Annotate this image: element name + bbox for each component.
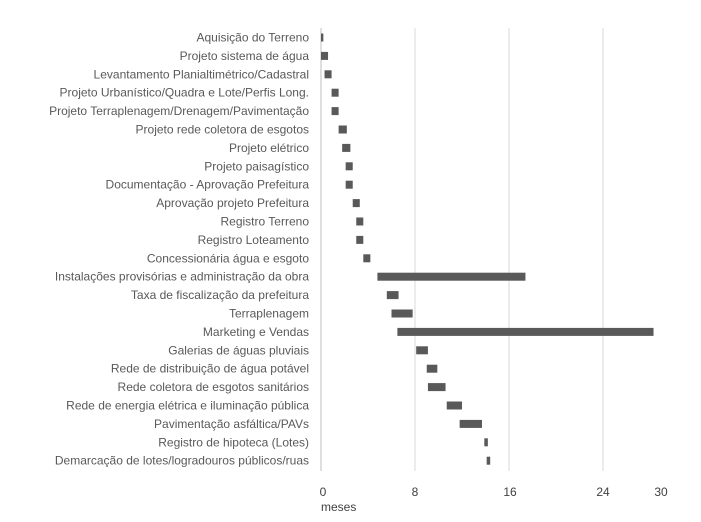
- bar-23: [487, 457, 491, 465]
- category-label-12: Concessionária água e esgoto: [146, 251, 309, 266]
- bar-17: [416, 346, 428, 354]
- bar-18: [427, 365, 438, 373]
- category-label-18: Rede de distribuição de água potável: [110, 361, 309, 376]
- x-tick-label-8: 8: [411, 485, 419, 499]
- category-label-4: Projeto Terraplenagem/Drenagem/Pavimentação: [49, 104, 309, 119]
- category-label-11: Registro Loteamento: [197, 232, 309, 247]
- bar-3: [332, 89, 339, 97]
- category-label-2: Levantamento Planialtimétrico/Cadastral: [93, 67, 309, 82]
- category-label-16: Marketing e Vendas: [202, 324, 309, 339]
- x-axis-title: meses: [321, 500, 357, 514]
- category-label-23: Demarcação de lotes/logradouros públicos/ruas: [54, 453, 309, 468]
- bar-16: [397, 328, 653, 336]
- bar-6: [342, 144, 350, 152]
- bar-4: [332, 107, 339, 115]
- category-label-17: Galerias de águas pluviais: [168, 343, 309, 358]
- category-label-7: Projeto paisagístico: [204, 159, 309, 174]
- bar-19: [428, 383, 446, 391]
- category-label-13: Instalações provisórias e administração da obra: [54, 269, 309, 284]
- category-label-10: Registro Terreno: [220, 214, 309, 229]
- x-tick-label-30: 30: [654, 485, 668, 499]
- bar-15: [392, 310, 413, 318]
- category-labels: [49, 31, 309, 468]
- category-label-19: Rede coletora de esgotos sanitários: [117, 380, 309, 395]
- bar-11: [356, 236, 363, 244]
- category-label-1: Projeto sistema de água: [179, 48, 309, 63]
- category-label-15: Terraplenagem: [228, 306, 309, 321]
- bar-9: [353, 199, 360, 207]
- bar-7: [346, 162, 353, 170]
- x-tick-label-16: 16: [503, 485, 517, 499]
- bar-21: [460, 420, 482, 428]
- bar-0: [321, 34, 323, 42]
- gridlines: [415, 28, 603, 471]
- category-label-8: Documentação - Aprovação Prefeitura: [105, 177, 309, 192]
- category-label-14: Taxa de fiscalização da prefeitura: [130, 288, 309, 303]
- category-label-3: Projeto Urbanístico/Quadra e Lote/Perfis Long.: [59, 85, 309, 100]
- category-label-22: Registro de hipoteca (Lotes): [158, 435, 309, 450]
- bar-1: [321, 52, 328, 60]
- bar-20: [447, 402, 462, 410]
- category-label-6: Projeto elétrico: [228, 140, 309, 155]
- bar-22: [484, 438, 488, 446]
- category-label-9: Aprovação projeto Prefeitura: [156, 196, 309, 211]
- bar-5: [339, 126, 347, 134]
- category-label-21: Pavimentação asfáltica/PAVs: [154, 416, 309, 431]
- x-tick-labels: [320, 485, 668, 499]
- x-tick-label-0: 0: [319, 485, 327, 499]
- bars: [321, 34, 654, 465]
- x-tick-label-24: 24: [596, 485, 610, 499]
- category-label-20: Rede de energia elétrica e iluminação pública: [66, 398, 309, 413]
- bar-10: [356, 218, 363, 226]
- bar-8: [346, 181, 353, 189]
- bar-13: [377, 273, 525, 281]
- bar-14: [387, 291, 399, 299]
- category-label-5: Projeto rede coletora de esgotos: [135, 122, 309, 137]
- bar-12: [363, 254, 370, 262]
- category-label-0: Aquisição do Terreno: [196, 30, 309, 45]
- bar-2: [325, 70, 332, 78]
